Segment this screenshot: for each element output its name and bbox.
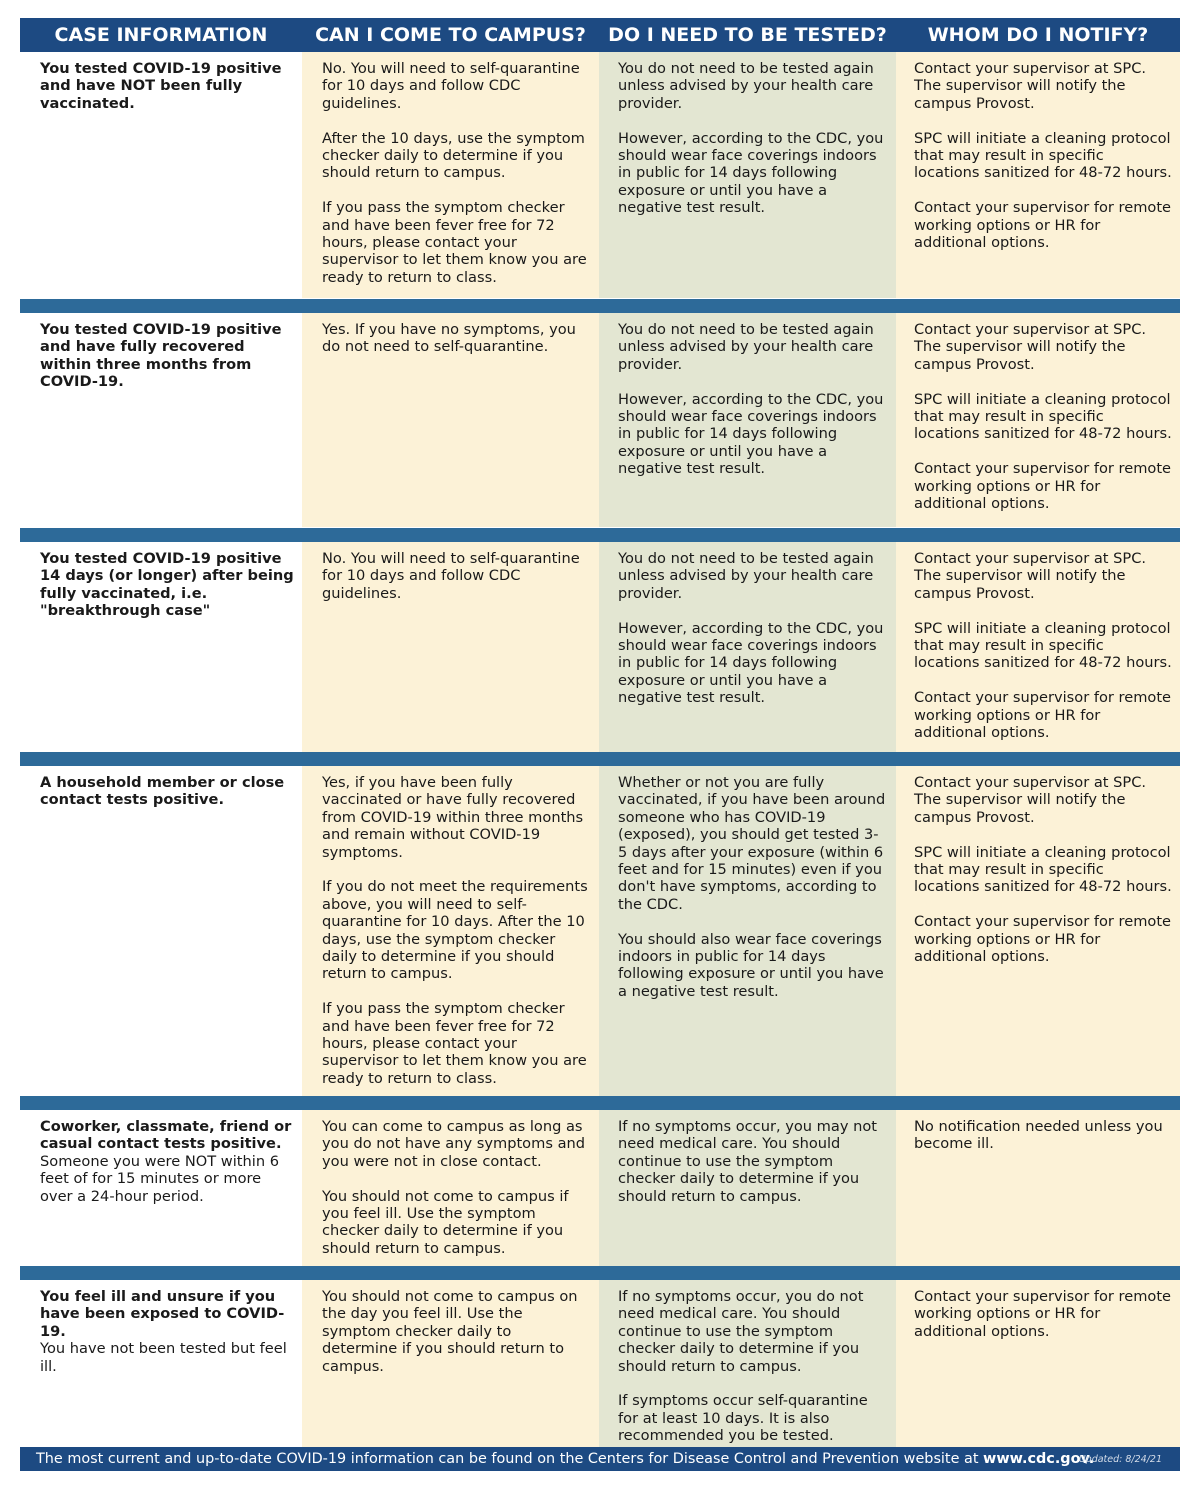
footer-text (36, 1447, 1094, 1471)
covid-guidance-table (20, 18, 1180, 1471)
tested-paragraph: However, according to the CDC, you should wear face coverings indoors in public for 14 days following exposure or until you have a negative test result. (618, 390, 884, 478)
header-can-i-come-to-campus: CAN I COME TO CAMPUS? (315, 24, 586, 46)
tested-paragraph: Whether or not you are fully vaccinated, if you have been around someone who has COVID-19 (exposed), you should get tested 3-5 days after your exposure (within 6 feet and for 15 minutes) even if you don't have symptoms, according to the CDC. (618, 774, 886, 913)
row-separator (20, 752, 1180, 766)
row-separator (20, 1266, 1180, 1280)
tested-paragraph: If symptoms occur self-quarantine for at least 10 days. It is also recommended you be tested. (618, 1392, 868, 1445)
header-whom-do-i-notify: WHOM DO I NOTIFY? (927, 24, 1149, 46)
notify-paragraph: SPC will initiate a cleaning protocol that may result in specific locations sanitized for 48-72 hours. (914, 619, 1172, 672)
table-row (20, 766, 1180, 1096)
notify-answer-cell (896, 1110, 1180, 1266)
table-header (20, 18, 1180, 52)
cdc-website-link[interactable]: www.cdc.gov. (983, 1451, 1095, 1467)
row-separator (20, 528, 1180, 542)
notify-paragraph: Contact your supervisor at SPC. The supervisor will notify the campus Provost. (914, 321, 1147, 373)
campus-paragraph: If you pass the symptom checker and have been fever free for 72 hours, please contact your supervisor to let them know you are ready to return to class. (322, 1000, 587, 1087)
campus-paragraph: After the 10 days, use the symptom checker daily to determine if you should return to campus. (322, 129, 585, 182)
campus-answer-cell (302, 52, 599, 298)
notify-answer-cell (896, 542, 1180, 753)
tested-paragraph: However, according to the CDC, you should wear face coverings indoors in public for 14 days following exposure or until you have a negative test result. (618, 619, 884, 707)
case-information-cell (20, 542, 302, 753)
footer-message: The most current and up-to-date COVID-19 information can be found on the Centers for Disease Control and Prevention website at (36, 1451, 984, 1467)
notify-answer-cell (896, 52, 1180, 298)
notify-answer-cell (896, 766, 1180, 1096)
notify-paragraph: SPC will initiate a cleaning protocol that may result in specific locations sanitized for 48-72 hours. (914, 390, 1172, 443)
notify-paragraph: SPC will initiate a cleaning protocol that may result in specific locations sanitized for 48-72 hours. (914, 129, 1172, 182)
notify-paragraph: Contact your supervisor at SPC. The supervisor will notify the campus Provost. (914, 550, 1147, 602)
notify-paragraph: Contact your supervisor at SPC. The supervisor will notify the campus Provost. (914, 774, 1147, 826)
header-do-i-need-to-be-tested: DO I NEED TO BE TESTED? (608, 24, 887, 46)
testing-answer-cell (599, 1110, 896, 1266)
case-title: You tested COVID-19 positive and have NOT been fully vaccinated. (40, 60, 282, 112)
tested-paragraph: You do not need to be tested again unless advised by your health care provider. (618, 550, 874, 602)
case-information-cell (20, 1110, 302, 1266)
header-case-information: CASE INFORMATION (54, 24, 268, 46)
testing-answer-cell (599, 1280, 896, 1447)
campus-answer-cell (302, 542, 599, 753)
campus-paragraph: Yes. If you have no symptoms, you do not need to self-quarantine. (322, 321, 576, 356)
notify-paragraph: Contact your supervisor for remote working options or HR for additional options. (914, 460, 1172, 513)
case-information-cell (20, 52, 302, 298)
testing-answer-cell (599, 766, 896, 1096)
notify-paragraph: Contact your supervisor for remote working options or HR for additional options. (914, 689, 1172, 742)
campus-paragraph: You should not come to campus on the day you feel ill. Use the symptom checker daily to determine if you should return to campus. (322, 1288, 578, 1375)
notify-paragraph: Contact your supervisor for remote working options or HR for additional options. (914, 1288, 1172, 1340)
case-detail: You have not been tested but feel ill. (40, 1340, 287, 1375)
notify-answer-cell (896, 1280, 1180, 1447)
table-row (20, 1110, 1180, 1266)
notify-paragraph: SPC will initiate a cleaning protocol that may result in specific locations sanitized for 48-72 hours. (914, 843, 1172, 896)
table-row (20, 1280, 1180, 1447)
campus-paragraph: You should not come to campus if you feel ill. Use the symptom checker daily to determine if you should return to campus. (322, 1187, 569, 1257)
tested-paragraph: You should also wear face coverings indoors in public for 14 days following exposure or until you have a negative test result. (618, 930, 884, 1000)
case-title: You tested COVID-19 positive 14 days (or longer) after being fully vaccinated, i.e. "breakthrough case" (40, 550, 294, 620)
tested-paragraph: However, according to the CDC, you should wear face coverings indoors in public for 14 days following exposure or until you have a negative test result. (618, 129, 884, 217)
case-information-cell (20, 1280, 302, 1447)
campus-answer-cell (302, 313, 599, 527)
table-row (20, 542, 1180, 753)
case-title: You feel ill and unsure if you have been exposed to COVID-19. (40, 1288, 285, 1340)
notify-answer-cell (896, 313, 1180, 527)
case-title: A household member or close contact tests positive. (40, 774, 285, 809)
case-detail: Someone you were NOT within 6 feet of for 15 minutes or more over a 24-hour period. (40, 1152, 279, 1205)
campus-paragraph: Yes, if you have been fully vaccinated or have fully recovered from COVID-19 within three months and remain without COVID-19 symptoms. (322, 774, 584, 861)
campus-paragraph: No. You will need to self-quarantine for 10 days and follow CDC guidelines. (322, 550, 580, 602)
campus-paragraph: No. You will need to self-quarantine for 10 days and follow CDC guidelines. (322, 60, 580, 112)
tested-paragraph: You do not need to be tested again unless advised by your health care provider. (618, 60, 874, 112)
tested-paragraph: If no symptoms occur, you do not need medical care. You should continue to use the symptom checker daily to determine if you should return to campus. (618, 1288, 864, 1375)
notify-paragraph: Contact your supervisor for remote working options or HR for additional options. (914, 913, 1172, 966)
updated-date: Updated: 8/24/21 (1078, 1454, 1162, 1465)
tested-paragraph: If no symptoms occur, you may not need medical care. You should continue to use the symptom checker daily to determine if you should return to campus. (618, 1118, 878, 1205)
tested-paragraph: You do not need to be tested again unless advised by your health care provider. (618, 321, 874, 373)
row-separator (20, 1096, 1180, 1110)
footer-bar (20, 1447, 1180, 1471)
row-separator (20, 299, 1180, 313)
campus-paragraph: You can come to campus as long as you do not have any symptoms and you were not in close contact. (322, 1118, 586, 1170)
campus-paragraph: If you do not meet the requirements above, you will need to self-quarantine for 10 days. After the 10 days, use the symptom checker daily to determine if you should return to campus. (322, 878, 588, 983)
testing-answer-cell (599, 313, 896, 527)
case-information-cell (20, 766, 302, 1096)
notify-paragraph: Contact your supervisor at SPC. The supervisor will notify the campus Provost. (914, 60, 1147, 112)
campus-answer-cell (302, 1280, 599, 1447)
testing-answer-cell (599, 542, 896, 753)
table-row (20, 52, 1180, 298)
notify-paragraph: No notification needed unless you become ill. (914, 1118, 1163, 1153)
campus-answer-cell (302, 1110, 599, 1266)
case-title: You tested COVID-19 positive and have fully recovered within three months from COVID-19. (40, 321, 282, 391)
testing-answer-cell (599, 52, 896, 298)
campus-paragraph: If you pass the symptom checker and have been fever free for 72 hours, please contact your supervisor to let them know you are ready to return to class. (322, 199, 587, 286)
case-title: Coworker, classmate, friend or casual contact tests positive. (40, 1118, 292, 1153)
case-information-cell (20, 313, 302, 527)
table-row (20, 313, 1180, 527)
notify-paragraph: Contact your supervisor for remote working options or HR for additional options. (914, 199, 1172, 252)
campus-answer-cell (302, 766, 599, 1096)
